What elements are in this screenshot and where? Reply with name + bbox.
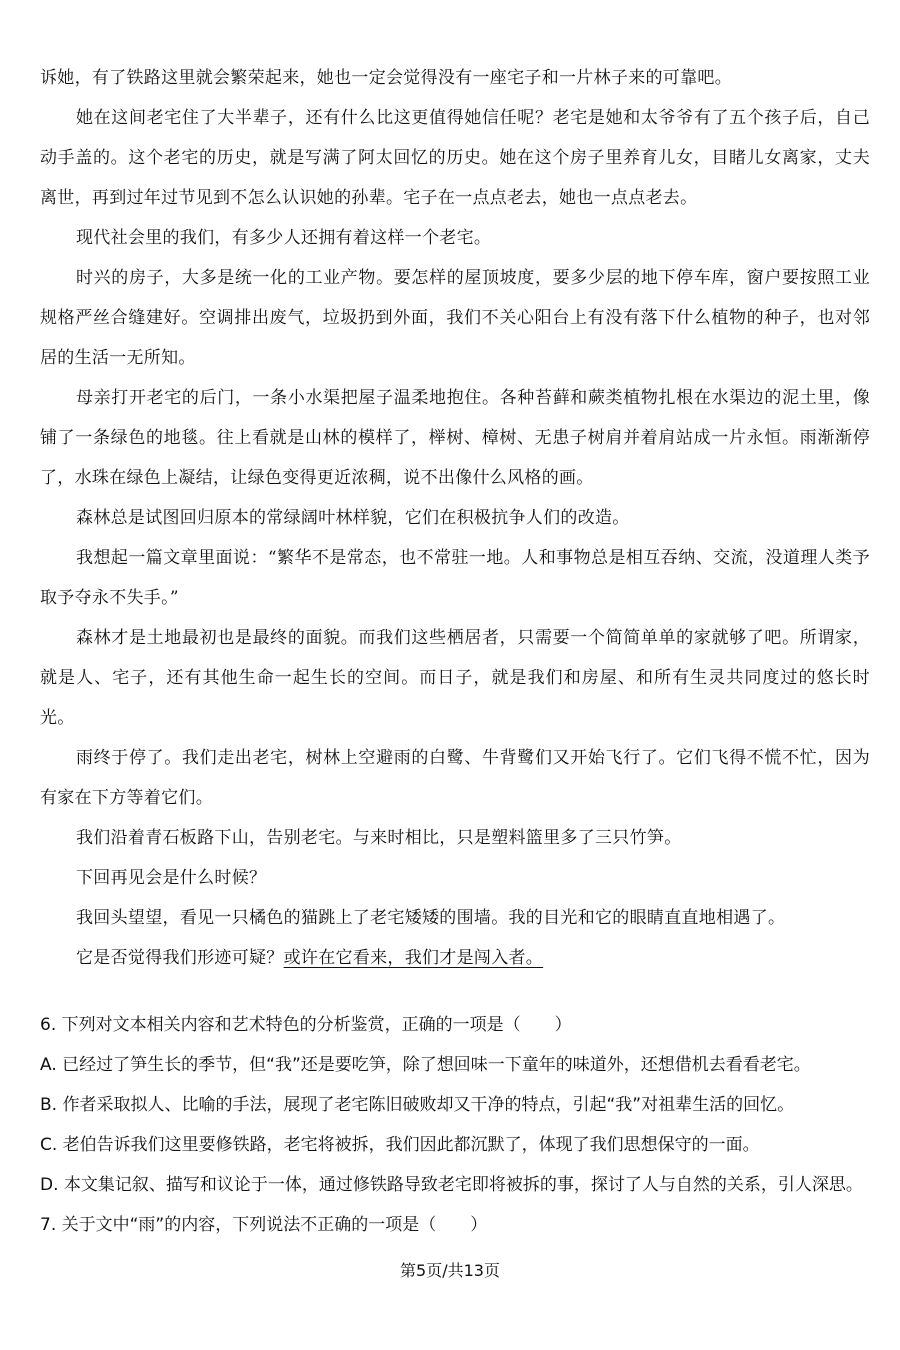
passage-paragraph-2: 她在这间老宅住了大半辈子，还有什么比这更值得她信任呢？老宅是她和太爷爷有了五个孩子后，自己动手盖的。这个老宅的历史，就是写满了阿太回忆的历史。她在这个房子里养育儿女，目睹儿女离家，丈夫离世，再到过年过节见到不怎么认识她的孙辈。宅子在一点点老去，她也一点点老去。	[40, 108, 870, 208]
passage-paragraph-6: 森林总是试图回归原本的常绿阔叶林样貌，它们在积极抗争人们的改造。	[76, 508, 630, 528]
underlined-sentence: 或许在它看来，我们才是闯入者。	[283, 948, 544, 968]
passage-last-sentence-plain: 它是否觉得我们形迹可疑？	[76, 948, 284, 968]
question-section	[40, 1005, 880, 1245]
question-6-option-c: C. 老伯告诉我们这里要修铁路，老宅将被拆，我们因此都沉默了，体现了我们思想保守的一面。	[40, 1135, 760, 1155]
question-6-option-b: B. 作者采取拟人、比喻的手法，展现了老宅陈旧破败却又干净的特点，引起“我”对祖辈生活的回忆。	[40, 1095, 795, 1115]
passage-paragraph-11: 下回再见会是什么时候？	[76, 868, 267, 888]
question-6-option-a: A. 已经过了笋生长的季节，但“我”还是要吃笋，除了想回味一下童年的味道外，还想借机去看看老宅。	[40, 1055, 811, 1075]
question-6-stem: 6. 下列对文本相关内容和艺术特色的分析鉴赏，正确的一项是（ ）	[40, 1015, 572, 1035]
passage-paragraph-7: 我想起一篇文章里面说：“繁华不是常态，也不常驻一地。人和事物总是相互吞纳、交流，没道理人类予取予夺永不失手。”	[40, 548, 870, 608]
passage-paragraph-10: 我们沿着青石板路下山，告别老宅。与来时相比，只是塑料篮里多了三只竹笋。	[76, 828, 682, 848]
passage-paragraph-4: 时兴的房子，大多是统一化的工业产物。要怎样的屋顶坡度，要多少层的地下停车库，窗户要按照工业规格严丝合缝建好。空调排出废气，垃圾扔到外面，我们不关心阳台上有没有落下什么植物的种子，也对邻居的生活一无所知。	[40, 268, 870, 368]
reading-passage	[40, 58, 870, 978]
passage-paragraph-5: 母亲打开老宅的后门，一条小水渠把屋子温柔地抱住。各种苔藓和蕨类植物扎根在水渠边的泥土里，像铺了一条绿色的地毯。往上看就是山林的模样了，榉树、樟树、无患子树肩并着肩站成一片永恒。雨渐渐停了，水珠在绿色上凝结，让绿色变得更近浓稠，说不出像什么风格的画。	[40, 388, 870, 488]
passage-paragraph-9: 雨终于停了。我们走出老宅，树林上空避雨的白鹭、牛背鹭们又开始飞行了。它们飞得不慌不忙，因为有家在下方等着它们。	[40, 748, 870, 808]
passage-paragraph-8: 森林才是土地最初也是最终的面貌。而我们这些栖居者，只需要一个简简单单的家就够了吧。所谓家，就是人、宅子，还有其他生命一起生长的空间。而日子，就是我们和房屋、和所有生灵共同度过的悠长时光。	[40, 628, 870, 728]
question-7-stem: 7. 关于文中“雨”的内容，下列说法不正确的一项是（ ）	[40, 1215, 488, 1235]
question-6-option-d: D. 本文集记叙、描写和议论于一体，通过修铁路导致老宅即将被拆的事，探讨了人与自然的关系，引人深思。	[40, 1175, 863, 1195]
page-number: 第5页/共13页	[400, 1261, 500, 1280]
passage-paragraph-3: 现代社会里的我们，有多少人还拥有着这样一个老宅。	[76, 228, 492, 248]
passage-paragraph-12: 我回头望望，看见一只橘色的猫跳上了老宅矮矮的围墙。我的目光和它的眼睛直直地相遇了。	[76, 908, 786, 928]
passage-paragraph-1: 诉她，有了铁路这里就会繁荣起来，她也一定会觉得没有一座宅子和一片林子来的可靠吧。	[40, 68, 732, 88]
passage-paragraph-13	[40, 938, 870, 978]
